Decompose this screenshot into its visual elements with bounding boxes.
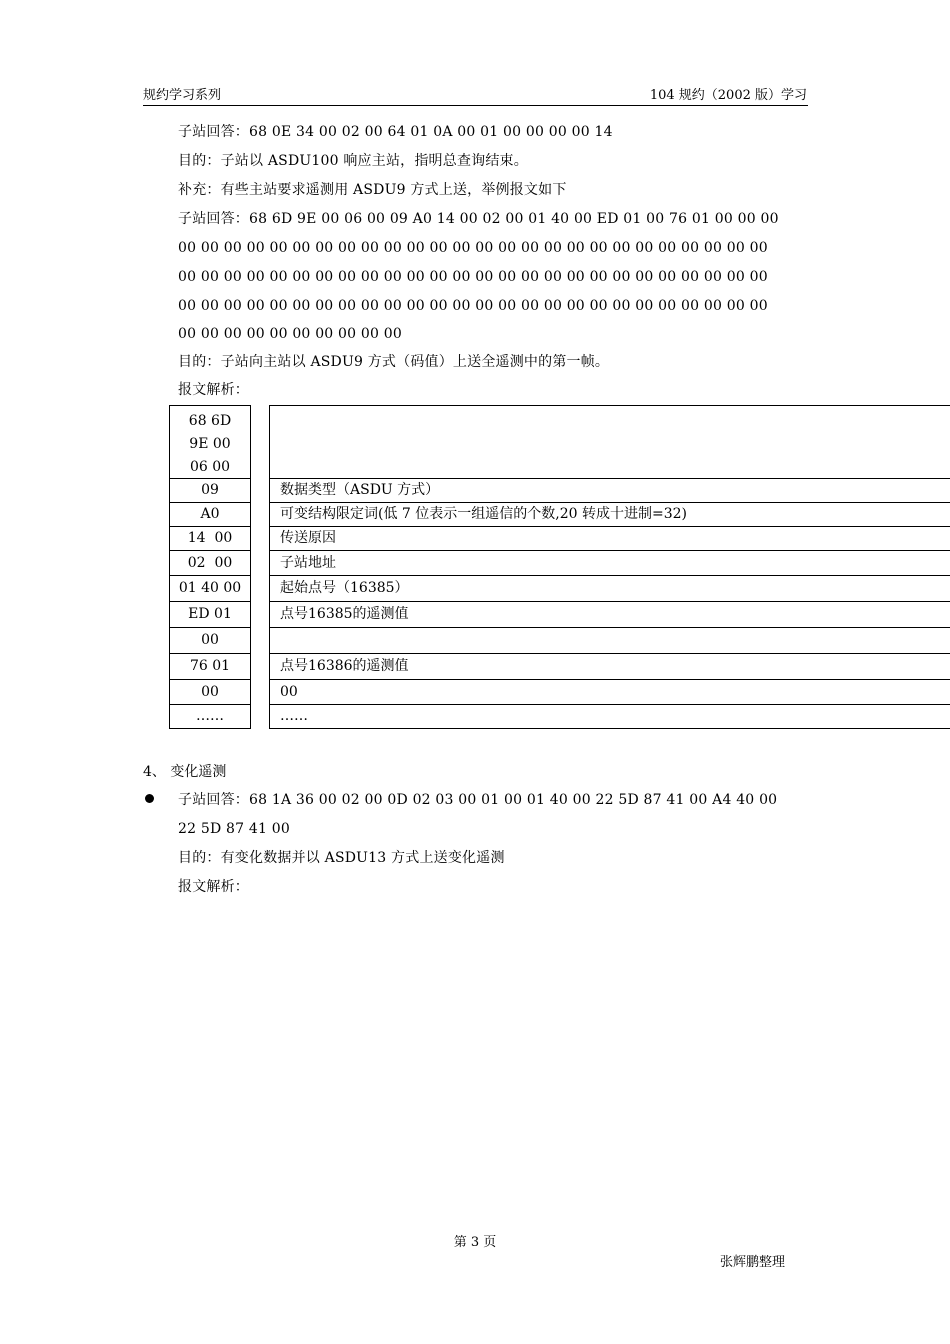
analysis-label-1: 报文解析：	[178, 382, 249, 398]
header-rule	[143, 105, 808, 106]
section-4-reply-line-2: 22 5D 87 41 00	[178, 821, 290, 837]
table-hex-cell: 00	[169, 679, 251, 705]
purpose-line-1: 目的：子站以 ASDU100 响应主站，指明总查询结束。	[178, 153, 528, 169]
table-hex-cell: A0	[169, 502, 251, 527]
table-hex-cell: 09	[169, 478, 251, 503]
table-desc-cell: 可变结构限定词(低 7 位表示一组遥信的个数,20 转成十进制=32)	[269, 502, 950, 527]
section-4-purpose: 目的：有变化数据并以 ASDU13 方式上送变化遥测	[178, 850, 505, 866]
table-hex-cell: 00	[169, 627, 251, 654]
table-hex-cell: 01 40 00	[169, 575, 251, 602]
section-4-reply-line-1: 子站回答：68 1A 36 00 02 00 0D 02 03 00 01 00 01 40 00 22 5D 87 41 00 A4 40 00	[178, 792, 778, 808]
table-hex-cell: 68 6D 9E 00 06 00	[169, 405, 251, 479]
table-hex-cell: ED 01	[169, 601, 251, 628]
table-desc-cell: 起始点号（16385）	[269, 575, 950, 602]
reply2-line-5: 00 00 00 00 00 00 00 00 00 00	[178, 326, 402, 342]
table-desc-cell: 点号16385的遥测值	[269, 601, 950, 628]
table-desc-cell: 00	[269, 679, 950, 705]
reply2-line-3: 00 00 00 00 00 00 00 00 00 00 00 00 00 00 00 00 00 00 00 00 00 00 00 00 00 00	[178, 269, 768, 285]
table-hex-cell: 76 01	[169, 653, 251, 680]
author-credit: 张辉鹏整理	[720, 1255, 786, 1270]
supplement-line: 补充：有些主站要求遥测用 ASDU9 方式上送，举例报文如下	[178, 182, 567, 198]
table-hex-cell: 14 00	[169, 526, 251, 551]
table-desc-cell: 点号16386的遥测值	[269, 653, 950, 680]
table-desc-cell	[269, 405, 950, 479]
bullet-icon	[145, 794, 154, 803]
purpose-line-2: 目的：子站向主站以 ASDU9 方式（码值）上送全遥测中的第一帧。	[178, 354, 610, 370]
section-4-analysis-label: 报文解析：	[178, 879, 249, 895]
header-right: 104 规约（2002 版）学习	[649, 88, 807, 103]
table-desc-cell: 子站地址	[269, 550, 950, 576]
page-number: 第 3 页	[453, 1235, 497, 1250]
reply2-line-4: 00 00 00 00 00 00 00 00 00 00 00 00 00 00 00 00 00 00 00 00 00 00 00 00 00 00	[178, 298, 768, 314]
table-desc-cell	[269, 627, 950, 654]
reply-line-1: 子站回答：68 0E 34 00 02 00 64 01 0A 00 01 00 00 00 00 14	[178, 124, 613, 140]
section-4-title: 4、 变化遥测	[143, 764, 227, 780]
reply2-line-1: 子站回答：68 6D 9E 00 06 00 09 A0 14 00 02 00 01 40 00 ED 01 00 76 01 00 00 00	[178, 211, 779, 227]
table-desc-cell: ……	[269, 704, 950, 729]
table-hex-cell: ……	[169, 704, 251, 729]
header-left: 规约学习系列	[143, 88, 222, 103]
table-hex-cell: 02 00	[169, 550, 251, 576]
table-desc-cell: 传送原因	[269, 526, 950, 551]
table-desc-cell: 数据类型（ASDU 方式）	[269, 478, 950, 503]
reply2-line-2: 00 00 00 00 00 00 00 00 00 00 00 00 00 00 00 00 00 00 00 00 00 00 00 00 00 00	[178, 240, 768, 256]
